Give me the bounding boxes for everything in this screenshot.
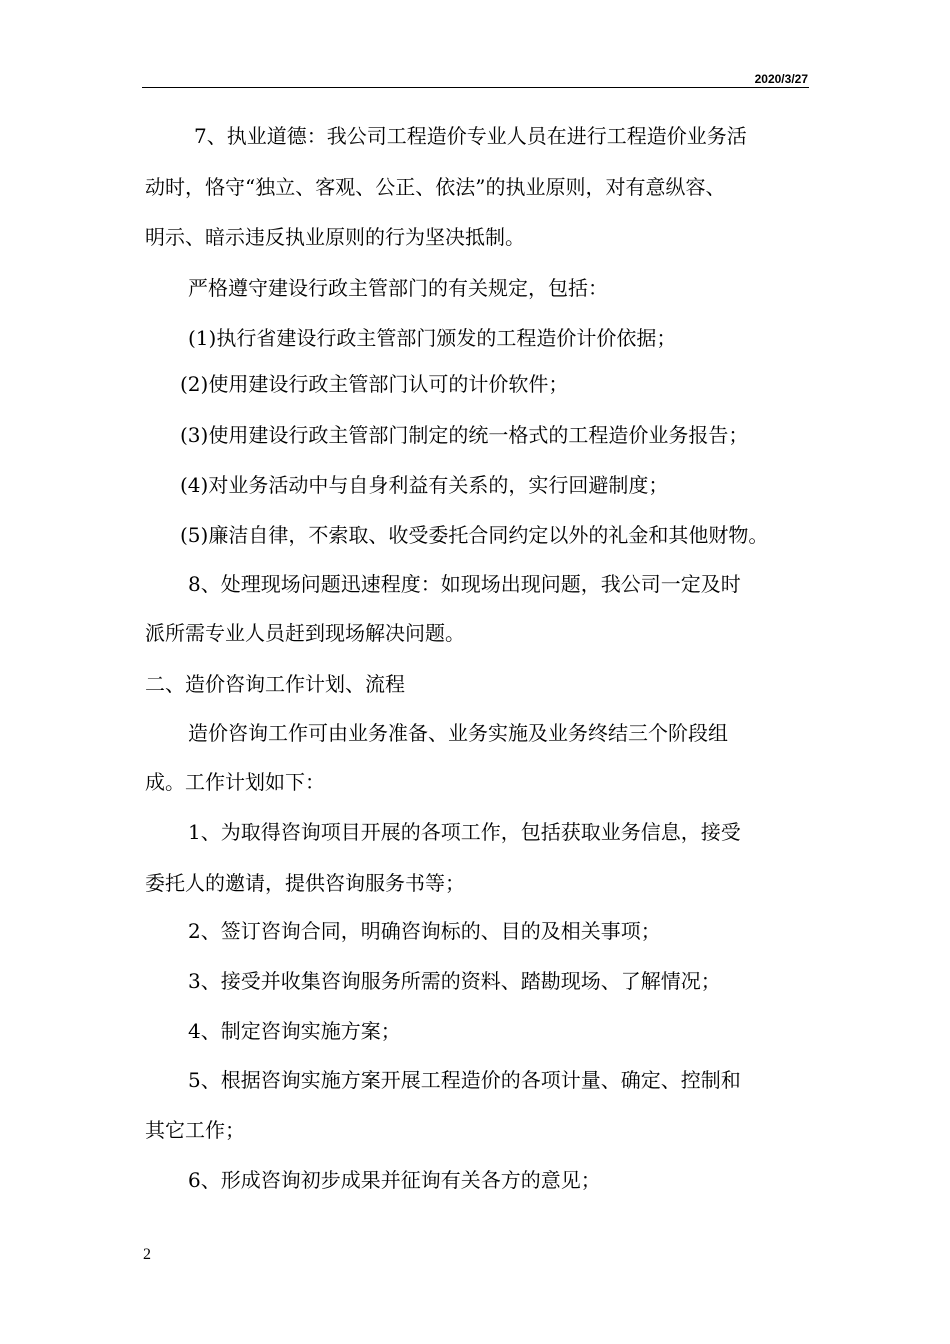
body-line: 明示、暗示违反执业原则的行为坚决抵制。 <box>145 225 525 249</box>
body-line: 造价咨询工作可由业务准备、业务实施及业务终结三个阶段组 <box>188 721 728 745</box>
section-heading: 二、造价咨询工作计划、流程 <box>145 672 405 696</box>
body-line: 1、为取得咨询项目开展的各项工作，包括获取业务信息，接受 <box>188 820 741 844</box>
body-line: 6、形成咨询初步成果并征询有关各方的意见； <box>188 1168 601 1192</box>
body-line: 2、签订咨询合同，明确咨询标的、目的及相关事项； <box>188 919 661 943</box>
body-line: 7、执业道德：我公司工程造价专业人员在进行工程造价业务活 <box>194 124 747 148</box>
body-line: 动时，恪守“独立、客观、公正、依法”的执业原则，对有意纵容、 <box>145 175 726 199</box>
body-line: (2)使用建设行政主管部门认可的计价软件； <box>180 372 569 396</box>
body-line: 其它工作； <box>145 1118 245 1142</box>
body-line: 严格遵守建设行政主管部门的有关规定，包括： <box>188 276 608 300</box>
body-line: 派所需专业人员赶到现场解决问题。 <box>145 621 465 645</box>
body-line: (4)对业务活动中与自身利益有关系的，实行回避制度； <box>180 473 669 497</box>
page-number: 2 <box>143 1246 151 1263</box>
body-line: (5)廉洁自律，不索取、收受委托合同约定以外的礼金和其他财物。 <box>180 523 769 547</box>
body-line: (3)使用建设行政主管部门制定的统一格式的工程造价业务报告； <box>180 423 749 447</box>
body-line: (1)执行省建设行政主管部门颁发的工程造价计价依据； <box>188 326 677 350</box>
body-line: 8、处理现场问题迅速程度：如现场出现问题，我公司一定及时 <box>188 572 741 596</box>
body-line: 委托人的邀请，提供咨询服务书等； <box>145 871 465 895</box>
body-line: 5、根据咨询实施方案开展工程造价的各项计量、确定、控制和 <box>188 1068 741 1092</box>
body-line: 4、制定咨询实施方案； <box>188 1019 401 1043</box>
body-line: 成。工作计划如下： <box>145 770 325 794</box>
header-rule <box>142 87 809 88</box>
body-line: 3、接受并收集咨询服务所需的资料、踏勘现场、了解情况； <box>188 969 721 993</box>
header-date: 2020/3/27 <box>754 72 808 86</box>
